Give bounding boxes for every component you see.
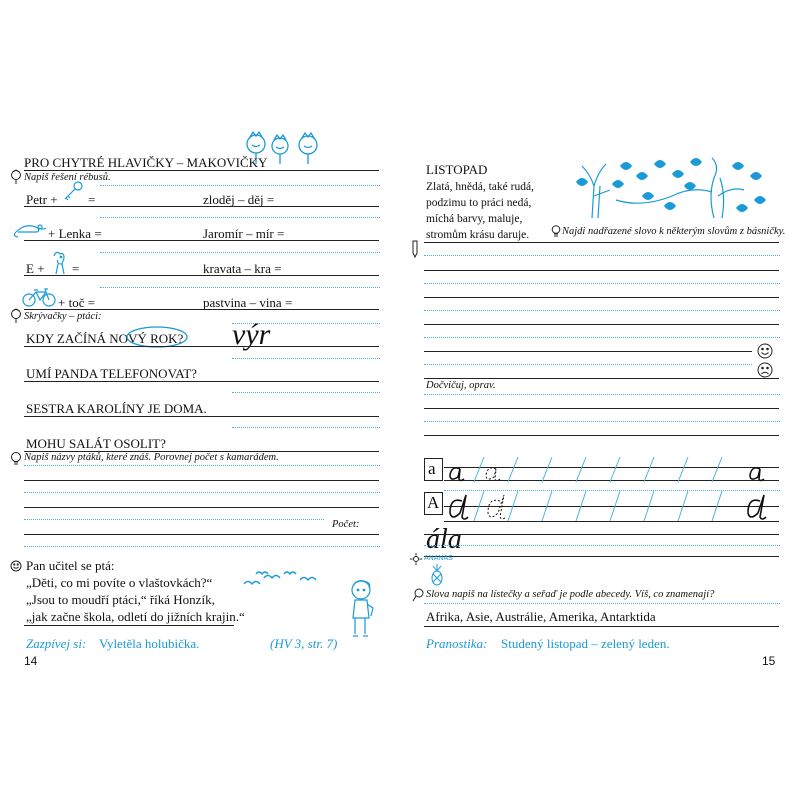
finish-label: Dočvičuj, oprav. (426, 380, 496, 391)
rebus-2-left: + Lenka = (48, 226, 102, 241)
section-title: PRO CHYTRÉ HLAVIČKY – MAKOVIČKY (24, 155, 268, 170)
rebus-4-right: pastvina – vina = (203, 295, 293, 310)
rebus-1-eq: = (88, 192, 96, 207)
rebus-3-left: E + (26, 261, 45, 276)
sentence-3: SESTRA KAROLÍNY JE DOMA. (26, 401, 207, 416)
poem-title: LISTOPAD (426, 162, 488, 177)
saying-label: Pranostika: (426, 636, 488, 651)
letter-capital: A (427, 493, 440, 512)
rebus-instruction: Napiš řešení rébusů. (24, 172, 111, 183)
swallows-icon (240, 566, 326, 588)
page-number-right: 15 (762, 654, 776, 668)
teacher-line-1: Pan učitel se ptá: (26, 558, 115, 573)
cursive-word: ála (426, 524, 462, 555)
saying: Studený listopad – zelený leden. (501, 636, 670, 651)
handwritten-answer: výr (232, 318, 271, 351)
dog-icon (50, 250, 70, 276)
poem-line-3: míchá barvy, maluje, (426, 213, 523, 225)
smiley-happy-icon (757, 343, 773, 359)
right-page (400, 0, 800, 800)
rebus-3-eq: = (72, 261, 80, 276)
sentence-1: KDY ZAČÍNÁ NOVÝ ROK? (26, 331, 184, 346)
bird-names-instruction: Napiš názvy ptáků, které znáš. Porovnej počet s kamarádem. (24, 452, 279, 463)
gear-flower-icon (410, 553, 422, 565)
page-number-left: 14 (24, 654, 38, 668)
continents: Afrika, Asie, Austrálie, Amerika, Antarktida (426, 609, 656, 624)
teacher-line-3: „Jsou to moudří ptáci,“ říká Honzík, (26, 592, 215, 607)
rebus-2-right: Jaromír – mír = (203, 226, 285, 241)
poem-line-4: stromům krásu daruje. (426, 229, 530, 241)
hidden-birds-label: Skrývačky – ptáci: (24, 311, 102, 322)
title-underline (24, 170, 379, 171)
sentence-4: MOHU SALÁT OSOLIT? (26, 436, 166, 451)
pencil-icon (410, 240, 420, 258)
poem-line-2: podzimu to práci nedá, (426, 197, 532, 209)
key-icon (62, 180, 84, 202)
mouse-icon (14, 220, 50, 238)
teacher-line-2: „Děti, co mi povíte o vlaštovkách?“ (26, 575, 213, 590)
boy-icon (345, 578, 377, 640)
poem-line-1: Zlatá, hnědá, také rudá, (426, 181, 534, 193)
poppy-head-icon (10, 308, 22, 324)
sing-label: Zazpívej si: (26, 636, 87, 651)
rebus-4-left: + toč = (58, 295, 96, 310)
sing-ref: (HV 3, str. 7) (270, 636, 338, 651)
cursive-guides (444, 455, 784, 525)
poem-instruction: Najdi nadřazené slovo k některým slovům z básničky. (562, 226, 786, 237)
poppy-head-icon (10, 169, 22, 185)
pineapple-label: ANANAS (424, 555, 453, 562)
teacher-line-4: „jak začne škola, odletí do jižních krajin.“ (26, 609, 245, 624)
rebus-1-left: Petr + (26, 192, 58, 207)
sort-instruction: Slova napiš na lístečky a seřaď je podle abecedy. Víš, co znamenají? (426, 589, 715, 600)
smiley-happy-icon (10, 560, 22, 572)
trees-leaves-icon (572, 156, 777, 220)
pineapple-icon (430, 564, 444, 586)
smiley-sad-icon (757, 362, 773, 378)
sentence-2: UMÍ PANDA TELEFONOVAT? (26, 366, 197, 381)
sing-song: Vyletěla holubička. (99, 636, 200, 651)
rebus-3-right: kravata – kra = (203, 261, 282, 276)
magnifier-icon (412, 588, 424, 602)
bicycle-icon (22, 287, 56, 307)
lightbulb-icon (10, 451, 22, 467)
rebus-1-right: zloděj – děj = (203, 192, 275, 207)
count-label: Počet: (332, 519, 360, 530)
letter-small: a (428, 459, 436, 478)
lightbulb-icon (551, 225, 561, 237)
